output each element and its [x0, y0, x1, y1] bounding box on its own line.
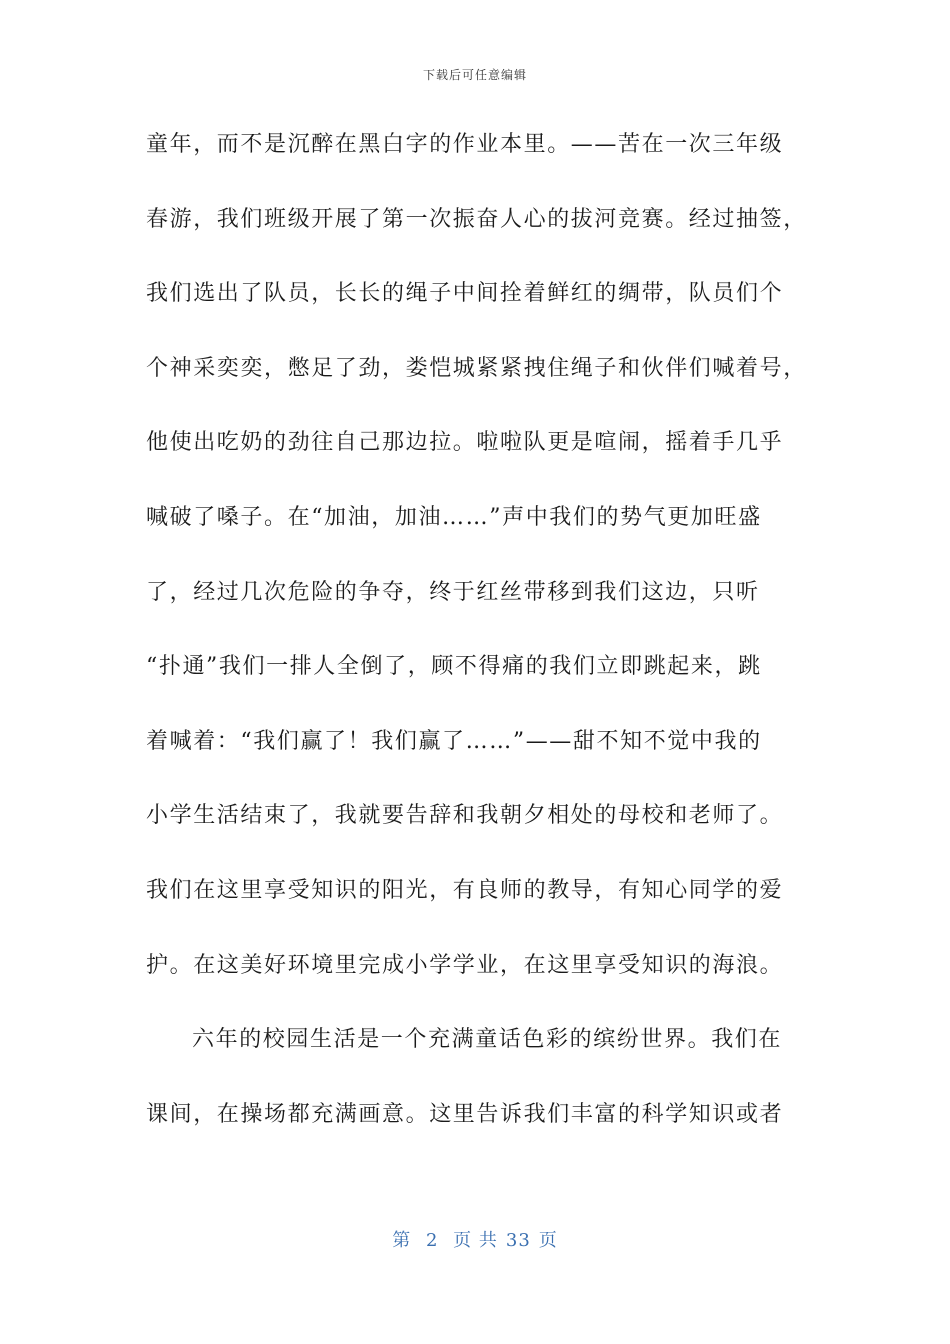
footer-suffix: 页 — [538, 1230, 558, 1251]
text-line: “扑通”我们一排人全倒了，顾不得痛的我们立即跳起来，跳 — [146, 654, 762, 680]
text-line: 课间，在操场都充满画意。这里告诉我们丰富的科学知识或者 — [146, 1101, 784, 1127]
text-line: 小学生活结束了，我就要告辞和我朝夕相处的母校和老师了。 — [146, 803, 784, 829]
footer-middle: 页 共 — [453, 1230, 498, 1251]
text-line: 春游，我们班级开展了第一次振奋人心的拔河竞赛。经过抽签， — [146, 206, 807, 232]
text-line: 喊破了嗓子。在“加油，加油……”声中我们的势气更加旺盛 — [146, 504, 762, 530]
text-line: 我们在这里享受知识的阳光，有良师的教导，有知心同学的爱 — [146, 877, 784, 903]
text-line: 着喊着：“我们赢了！我们赢了……”——甜不知不觉中我的 — [146, 728, 762, 754]
text-line: 我们选出了队员，长长的绳子中间拴着鲜红的绸带，队员们个 — [146, 281, 784, 307]
footer-prefix: 第 — [392, 1230, 412, 1251]
text-line: 童年，而不是沉醉在黑白字的作业本里。——苦在一次三年级 — [146, 132, 784, 157]
text-line: 他使出吃奶的劲往自己那边拉。啦啦队更是喧闹，摇着手几乎 — [146, 430, 784, 456]
page-number-footer — [0, 1226, 950, 1252]
header-note: 下载后可任意编辑 — [422, 68, 527, 82]
text-line: 护。在这美好环境里完成小学学业，在这里享受知识的海浪。 — [146, 952, 784, 978]
current-page-number: 2 — [425, 1230, 439, 1251]
body-text — [146, 120, 816, 1164]
total-page-count: 33 — [505, 1230, 531, 1251]
text-line: 个神采奕奕，憋足了劲，娄恺城紧紧拽住绳子和伙伴们喊着号， — [146, 355, 807, 381]
text-line-paragraph-start: 六年的校园生活是一个充满童话色彩的缤纷世界。我们在 — [192, 1027, 783, 1053]
text-line: 了，经过几次危险的争夺，终于红丝带移到我们这边，只听 — [146, 579, 760, 605]
